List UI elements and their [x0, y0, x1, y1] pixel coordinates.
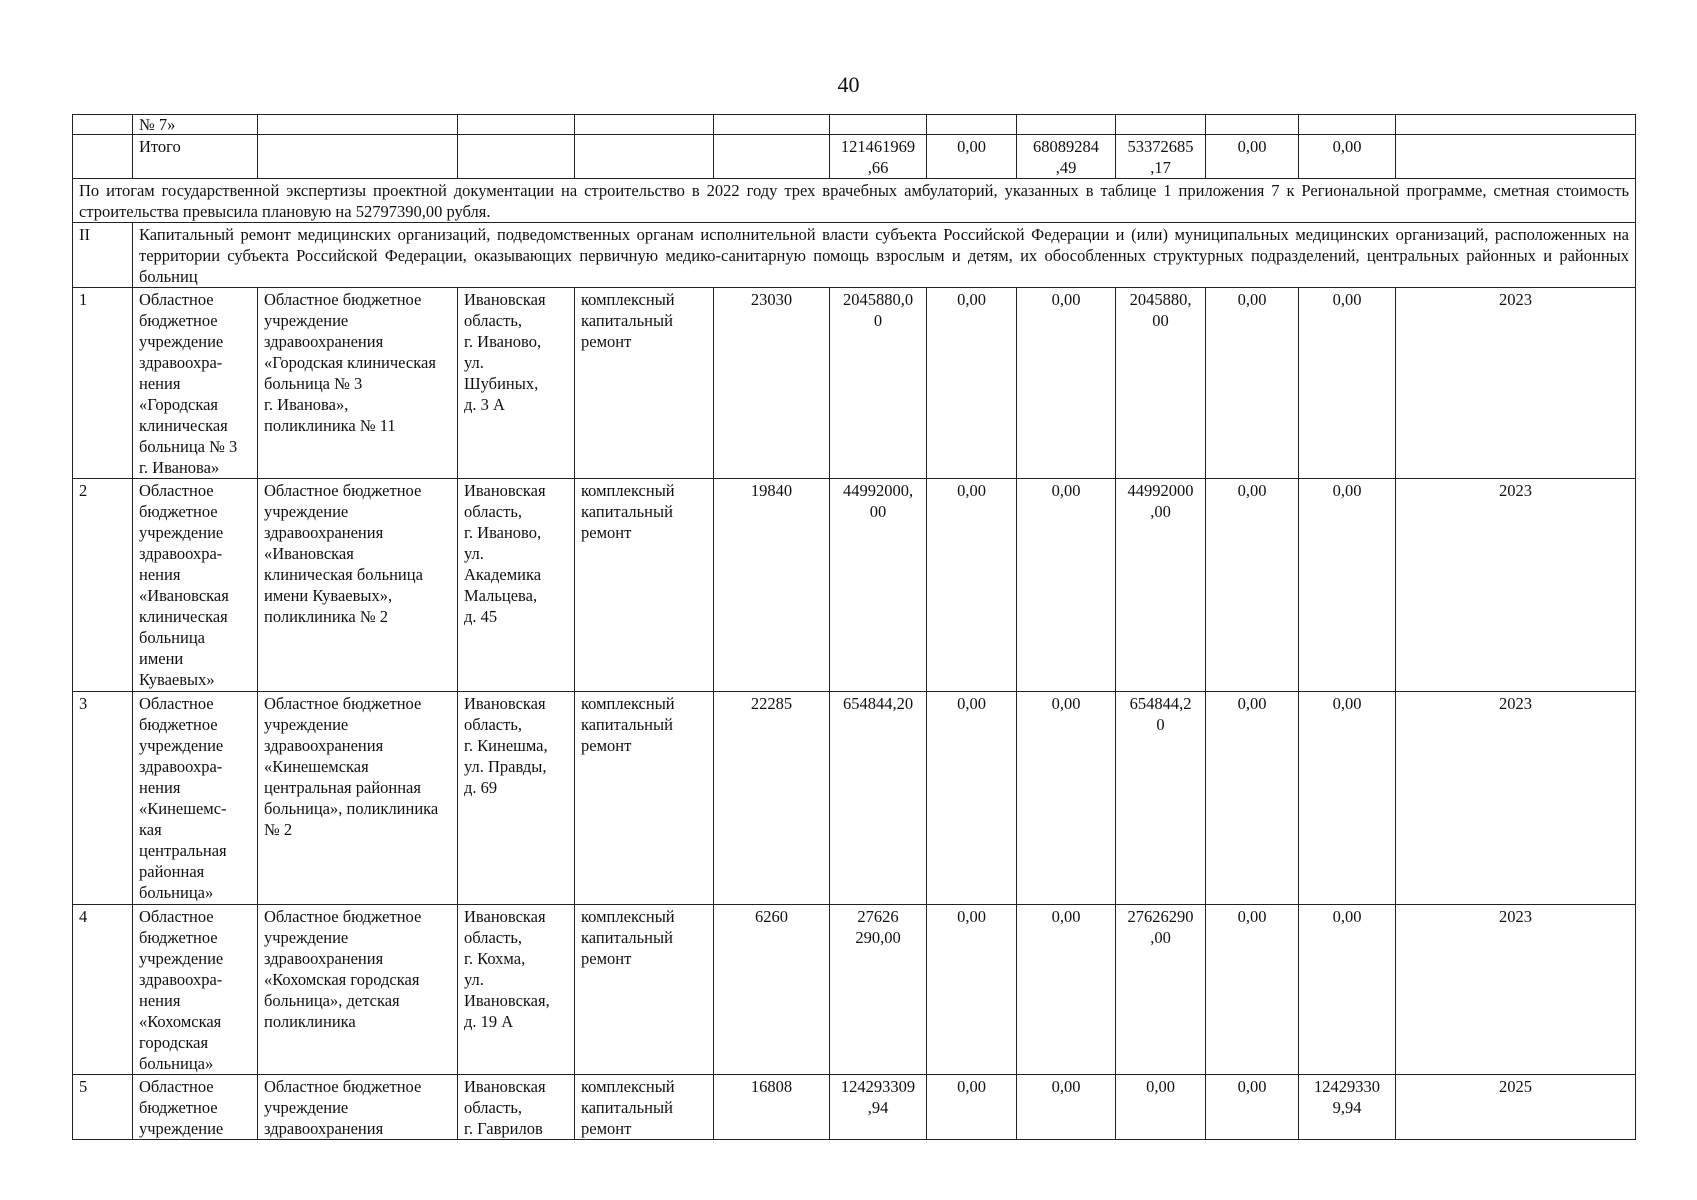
section-title: Капитальный ремонт медицинских организаций, подведомственных органам исполнительной власти субъекта Российской Федерации и (или) муниципальных медицинских организаций, расположенных на территории субъекта Российской Федерации, оказывающих первичную медико-санитарную помощь взрослым и детям, их обособленных структурных подразделений, центральных районных и районных больниц: [133, 223, 1636, 288]
table-cell: [714, 115, 830, 135]
row-number: 5: [73, 1075, 133, 1140]
object-cell: Областное бюджетное учреждение здравоохранения: [258, 1075, 458, 1140]
table-cell: [1396, 135, 1636, 179]
total-value: 121461969 ,66: [830, 135, 927, 179]
total-value: 0,00: [927, 135, 1017, 179]
table-cell: [575, 135, 714, 179]
address-cell: Ивановская область, г. Кинешма, ул. Правды, д. 69: [458, 692, 575, 905]
value-cell: 0,00: [1017, 905, 1116, 1075]
table-cell: [458, 115, 575, 135]
value-cell: 0,00: [1206, 1075, 1299, 1140]
value-cell: 0,00: [1206, 288, 1299, 479]
organization-cell: Областное бюджетное учреждение здравоохра- нения «Городская клиническая больница № 3 г. Иванова»: [133, 288, 258, 479]
value-cell: 0,00: [1299, 905, 1396, 1075]
total-value: 68089284 ,49: [1017, 135, 1116, 179]
table-row: [73, 692, 1636, 905]
area-cell: 6260: [714, 905, 830, 1075]
total-value: 53372685 ,17: [1116, 135, 1206, 179]
table-cell: [714, 135, 830, 179]
row-number: 4: [73, 905, 133, 1075]
work-type-cell: комплексный капитальный ремонт: [575, 905, 714, 1075]
address-cell: Ивановская область, г. Иваново, ул. Шубиных, д. 3 А: [458, 288, 575, 479]
organization-cell: Областное бюджетное учреждение здравоохра- нения «Кохомская городская больница»: [133, 905, 258, 1075]
object-cell: Областное бюджетное учреждение здравоохранения «Городская клиническая больница № 3 г. Иванова», поликлиника № 11: [258, 288, 458, 479]
value-cell: 2045880,0 0: [830, 288, 927, 479]
value-cell: 0,00: [1017, 288, 1116, 479]
table-cell: [575, 115, 714, 135]
table-row: [73, 905, 1636, 1075]
value-cell: 0,00: [1206, 692, 1299, 905]
table-cell: [458, 135, 575, 179]
value-cell: 2045880, 00: [1116, 288, 1206, 479]
value-cell: 0,00: [1299, 479, 1396, 692]
value-cell: 0,00: [1017, 692, 1116, 905]
note-row: [73, 179, 1636, 223]
area-cell: 23030: [714, 288, 830, 479]
table-cell: [1206, 115, 1299, 135]
total-label: Итого: [133, 135, 258, 179]
value-cell: 12429330 9,94: [1299, 1075, 1396, 1140]
table-cell: [927, 115, 1017, 135]
value-cell: 654844,2 0: [1116, 692, 1206, 905]
value-cell: 0,00: [1116, 1075, 1206, 1140]
program-table: [72, 114, 1636, 1140]
value-cell: 0,00: [927, 1075, 1017, 1140]
object-cell: Областное бюджетное учреждение здравоохранения «Ивановская клиническая больница имени Куваевых», поликлиника № 2: [258, 479, 458, 692]
row-number: 1: [73, 288, 133, 479]
value-cell: 0,00: [1299, 692, 1396, 905]
table-row: [73, 288, 1636, 479]
value-cell: 0,00: [1017, 479, 1116, 692]
value-cell: 124293309 ,94: [830, 1075, 927, 1140]
area-cell: 22285: [714, 692, 830, 905]
year-cell: 2025: [1396, 1075, 1636, 1140]
work-type-cell: комплексный капитальный ремонт: [575, 288, 714, 479]
value-cell: 0,00: [927, 692, 1017, 905]
object-cell: Областное бюджетное учреждение здравоохранения «Кинешемская центральная районная больница», поликлиника № 2: [258, 692, 458, 905]
table-cell: [1116, 115, 1206, 135]
value-cell: 0,00: [1206, 479, 1299, 692]
row-number: 3: [73, 692, 133, 905]
table-row: [73, 479, 1636, 692]
year-cell: 2023: [1396, 288, 1636, 479]
work-type-cell: комплексный капитальный ремонт: [575, 692, 714, 905]
note-text: По итогам государственной экспертизы проектной документации на строительство в 2022 году трех врачебных амбулаторий, указанных в таблице 1 приложения 7 к Региональной программе, сметная стоимость строительства превысила плановую на 52797390,00 рубля.: [73, 179, 1636, 223]
address-cell: Ивановская область, г. Гаврилов: [458, 1075, 575, 1140]
total-value: 0,00: [1206, 135, 1299, 179]
value-cell: 0,00: [927, 288, 1017, 479]
table-row: [73, 115, 1636, 135]
row-number: 2: [73, 479, 133, 692]
table-cell: № 7»: [133, 115, 258, 135]
year-cell: 2023: [1396, 479, 1636, 692]
section-number: II: [73, 223, 133, 288]
organization-cell: Областное бюджетное учреждение здравоохра- нения «Ивановская клиническая больница имени Куваевых»: [133, 479, 258, 692]
work-type-cell: комплексный капитальный ремонт: [575, 1075, 714, 1140]
table-cell: [258, 135, 458, 179]
section-row: [73, 223, 1636, 288]
organization-cell: Областное бюджетное учреждение: [133, 1075, 258, 1140]
work-type-cell: комплексный капитальный ремонт: [575, 479, 714, 692]
value-cell: 0,00: [1299, 288, 1396, 479]
value-cell: 0,00: [1206, 905, 1299, 1075]
page-number: 40: [837, 72, 860, 97]
total-value: 0,00: [1299, 135, 1396, 179]
value-cell: 0,00: [1017, 1075, 1116, 1140]
year-cell: 2023: [1396, 905, 1636, 1075]
total-row: [73, 135, 1636, 179]
table-cell: [258, 115, 458, 135]
value-cell: 654844,20: [830, 692, 927, 905]
address-cell: Ивановская область, г. Кохма, ул. Ивановская, д. 19 А: [458, 905, 575, 1075]
area-cell: 19840: [714, 479, 830, 692]
table-cell: [1299, 115, 1396, 135]
organization-cell: Областное бюджетное учреждение здравоохра- нения «Кинешемс- кая центральная районная больница»: [133, 692, 258, 905]
table-cell: [73, 115, 133, 135]
object-cell: Областное бюджетное учреждение здравоохранения «Кохомская городская больница», детская поликлиника: [258, 905, 458, 1075]
area-cell: 16808: [714, 1075, 830, 1140]
value-cell: 0,00: [927, 479, 1017, 692]
value-cell: 0,00: [927, 905, 1017, 1075]
table-cell: [1017, 115, 1116, 135]
year-cell: 2023: [1396, 692, 1636, 905]
table-row: [73, 1075, 1636, 1140]
table-cell: [73, 135, 133, 179]
table-cell: [1396, 115, 1636, 135]
value-cell: 27626290 ,00: [1116, 905, 1206, 1075]
table-cell: [830, 115, 927, 135]
value-cell: 44992000 ,00: [1116, 479, 1206, 692]
value-cell: 44992000, 00: [830, 479, 927, 692]
value-cell: 27626 290,00: [830, 905, 927, 1075]
address-cell: Ивановская область, г. Иваново, ул. Академика Мальцева, д. 45: [458, 479, 575, 692]
